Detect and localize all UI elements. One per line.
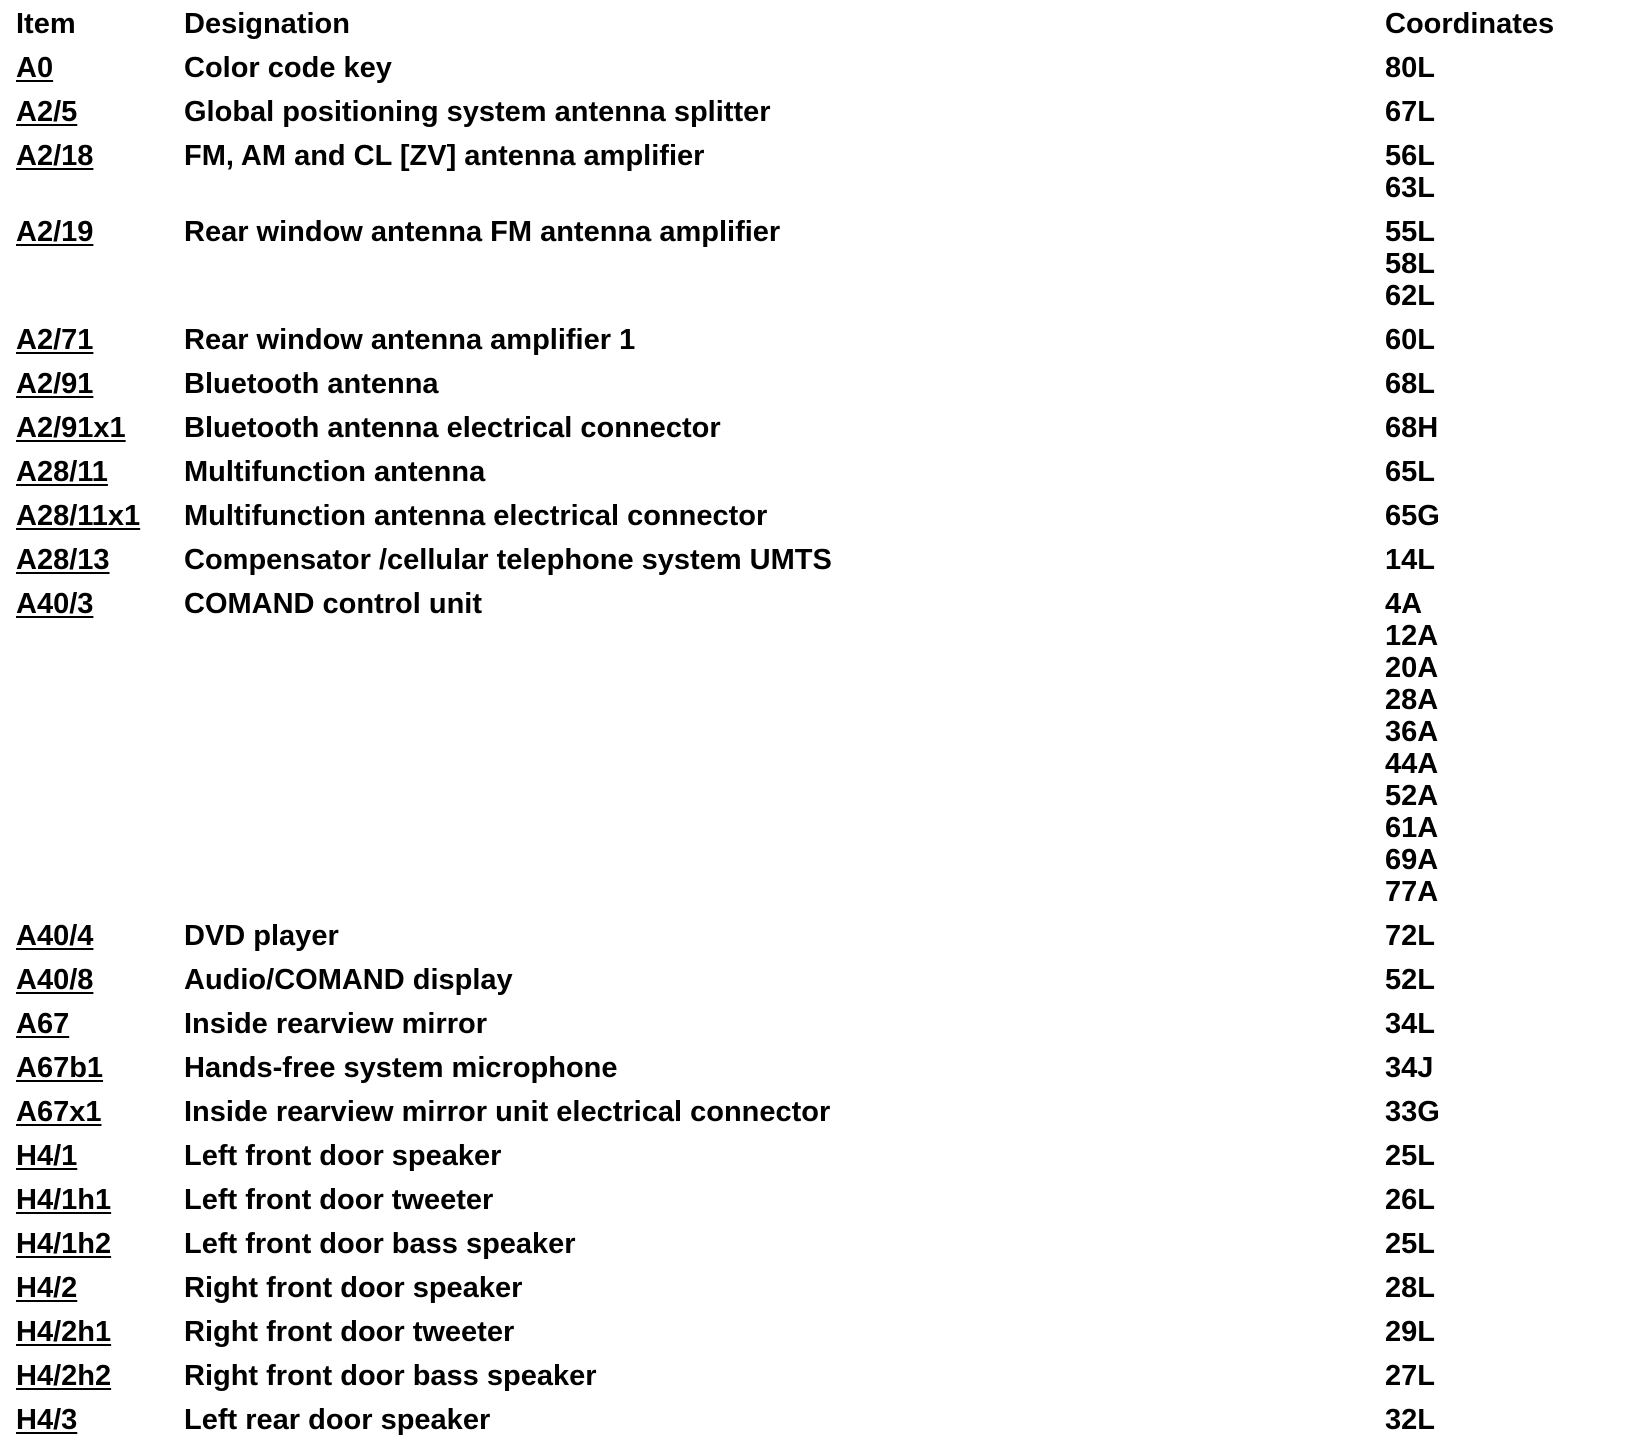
coordinate-value: 65G bbox=[1385, 500, 1440, 532]
coordinate-value: 28L bbox=[1385, 1272, 1435, 1304]
table-row bbox=[0, 412, 1632, 444]
coordinates-cell bbox=[1385, 52, 1632, 84]
coordinates-cell bbox=[1385, 544, 1632, 576]
coordinate-value: 52L bbox=[1385, 964, 1435, 996]
table-row bbox=[0, 52, 1632, 84]
table-row bbox=[0, 1228, 1632, 1260]
coordinate-value: 65L bbox=[1385, 456, 1435, 488]
item-cell bbox=[0, 1184, 184, 1216]
coordinates-cell bbox=[1385, 1316, 1632, 1348]
item-link[interactable]: A2/19 bbox=[16, 216, 94, 248]
item-link[interactable]: A2/5 bbox=[16, 96, 78, 128]
coordinates-cell bbox=[1385, 1272, 1632, 1304]
item-cell bbox=[0, 1140, 184, 1172]
table-row bbox=[0, 1052, 1632, 1084]
item-link[interactable]: A28/13 bbox=[16, 544, 110, 576]
item-cell bbox=[0, 412, 184, 444]
coordinates-cell bbox=[1385, 216, 1632, 312]
designation-cell: Left front door tweeter bbox=[184, 1184, 494, 1216]
coordinate-value: 77A bbox=[1385, 876, 1439, 908]
coordinate-value: 72L bbox=[1385, 920, 1435, 952]
designation-cell: Hands-free system microphone bbox=[184, 1052, 618, 1084]
item-cell bbox=[0, 1404, 184, 1436]
item-link[interactable]: A28/11x1 bbox=[16, 500, 141, 532]
table-row bbox=[0, 1184, 1632, 1216]
item-cell bbox=[0, 52, 184, 84]
coordinates-cell bbox=[1385, 1184, 1632, 1216]
item-link[interactable]: H4/1h2 bbox=[16, 1228, 112, 1260]
coordinates-cell bbox=[1385, 1140, 1632, 1172]
coordinate-value: 14L bbox=[1385, 544, 1435, 576]
coordinate-value: 60L bbox=[1385, 324, 1435, 356]
coordinates-cell bbox=[1385, 1052, 1632, 1084]
designation-cell: DVD player bbox=[184, 920, 339, 952]
item-link[interactable]: H4/2h1 bbox=[16, 1316, 112, 1348]
coordinate-value: 56L bbox=[1385, 140, 1435, 172]
item-cell bbox=[0, 1228, 184, 1260]
designation-cell: Left front door speaker bbox=[184, 1140, 502, 1172]
item-cell bbox=[0, 920, 184, 952]
designation-cell: Left front door bass speaker bbox=[184, 1228, 576, 1260]
designation-cell: Right front door bass speaker bbox=[184, 1360, 597, 1392]
coordinates-cell bbox=[1385, 1228, 1632, 1260]
designation-cell: Inside rearview mirror unit electrical connector bbox=[184, 1096, 831, 1128]
coordinates-cell bbox=[1385, 412, 1632, 444]
item-cell bbox=[0, 500, 184, 532]
item-cell bbox=[0, 964, 184, 996]
designation-cell: Color code key bbox=[184, 52, 392, 84]
coordinate-value: 32L bbox=[1385, 1404, 1435, 1436]
coordinate-value: 62L bbox=[1385, 280, 1435, 312]
item-link[interactable]: A2/18 bbox=[16, 140, 94, 172]
item-cell bbox=[0, 216, 184, 248]
table-body bbox=[0, 52, 1632, 1436]
designation-cell: Multifunction antenna bbox=[184, 456, 486, 488]
coordinate-value: 61A bbox=[1385, 812, 1439, 844]
coordinate-value: 28A bbox=[1385, 684, 1439, 716]
coordinate-value: 34J bbox=[1385, 1052, 1434, 1084]
coordinate-value: 36A bbox=[1385, 716, 1439, 748]
coordinate-value: 25L bbox=[1385, 1140, 1435, 1172]
coordinate-value: 44A bbox=[1385, 748, 1439, 780]
item-cell bbox=[0, 1272, 184, 1304]
coordinate-value: 27L bbox=[1385, 1360, 1435, 1392]
coordinates-cell bbox=[1385, 1096, 1632, 1128]
coordinate-value: 69A bbox=[1385, 844, 1439, 876]
item-cell bbox=[0, 544, 184, 576]
coordinates-cell bbox=[1385, 456, 1632, 488]
item-cell bbox=[0, 1096, 184, 1128]
coordinate-value: 20A bbox=[1385, 652, 1439, 684]
designation-cell: Rear window antenna FM antenna amplifier bbox=[184, 216, 781, 248]
item-cell bbox=[0, 1316, 184, 1348]
coordinates-cell bbox=[1385, 1404, 1632, 1436]
item-link[interactable]: H4/1 bbox=[16, 1140, 78, 1172]
item-link[interactable]: H4/3 bbox=[16, 1404, 78, 1436]
coordinate-value: 12A bbox=[1385, 620, 1439, 652]
item-cell bbox=[0, 1052, 184, 1084]
item-link[interactable]: A40/4 bbox=[16, 920, 94, 952]
coordinate-value: 52A bbox=[1385, 780, 1439, 812]
item-cell bbox=[0, 368, 184, 400]
item-link[interactable]: A2/71 bbox=[16, 324, 94, 356]
designation-cell: COMAND control unit bbox=[184, 588, 483, 620]
coordinates-cell bbox=[1385, 96, 1632, 128]
designation-cell: Bluetooth antenna bbox=[184, 368, 439, 400]
table-row bbox=[0, 1096, 1632, 1128]
item-cell bbox=[0, 1008, 184, 1040]
coordinate-value: 29L bbox=[1385, 1316, 1435, 1348]
header-coordinates: Coordinates bbox=[1385, 8, 1555, 40]
table-row bbox=[0, 500, 1632, 532]
item-cell bbox=[0, 324, 184, 356]
item-link[interactable]: A67b1 bbox=[16, 1052, 104, 1084]
item-link[interactable]: H4/2h2 bbox=[16, 1360, 112, 1392]
coordinate-value: 26L bbox=[1385, 1184, 1435, 1216]
item-link[interactable]: A2/91x1 bbox=[16, 412, 126, 444]
coordinate-value: 33G bbox=[1385, 1096, 1440, 1128]
table-header-row bbox=[0, 8, 1632, 40]
coordinates-cell bbox=[1385, 1360, 1632, 1392]
table-row bbox=[0, 544, 1632, 576]
coordinate-value: 68L bbox=[1385, 368, 1435, 400]
item-link[interactable]: A67 bbox=[16, 1008, 70, 1040]
coordinate-value: 68H bbox=[1385, 412, 1439, 444]
table-row bbox=[0, 1008, 1632, 1040]
coordinate-value: 67L bbox=[1385, 96, 1435, 128]
designation-cell: Rear window antenna amplifier 1 bbox=[184, 324, 636, 356]
designation-cell: Left rear door speaker bbox=[184, 1404, 491, 1436]
designation-cell: Global positioning system antenna splitter bbox=[184, 96, 771, 128]
header-item: Item bbox=[16, 8, 76, 40]
table-row bbox=[0, 216, 1632, 312]
designation-cell: Right front door speaker bbox=[184, 1272, 523, 1304]
table-row bbox=[0, 1140, 1632, 1172]
table-row bbox=[0, 368, 1632, 400]
coordinate-value: 25L bbox=[1385, 1228, 1435, 1260]
coordinates-cell bbox=[1385, 500, 1632, 532]
table-row bbox=[0, 1316, 1632, 1348]
table-row bbox=[0, 456, 1632, 488]
item-cell bbox=[0, 1360, 184, 1392]
designation-cell: Inside rearview mirror bbox=[184, 1008, 488, 1040]
designation-cell: Right front door tweeter bbox=[184, 1316, 515, 1348]
coordinates-cell bbox=[1385, 324, 1632, 356]
coordinate-value: 4A bbox=[1385, 588, 1423, 620]
table-row bbox=[0, 920, 1632, 952]
coordinates-cell bbox=[1385, 1008, 1632, 1040]
table-row bbox=[0, 324, 1632, 356]
item-cell bbox=[0, 140, 184, 172]
coordinates-cell bbox=[1385, 140, 1632, 204]
table-row bbox=[0, 1360, 1632, 1392]
item-link[interactable]: A2/91 bbox=[16, 368, 94, 400]
coordinate-value: 34L bbox=[1385, 1008, 1435, 1040]
item-cell bbox=[0, 588, 184, 620]
designation-cell: FM, AM and CL [ZV] antenna amplifier bbox=[184, 140, 705, 172]
table-row bbox=[0, 140, 1632, 204]
item-cell bbox=[0, 456, 184, 488]
item-link[interactable]: A40/8 bbox=[16, 964, 94, 996]
item-link[interactable]: A0 bbox=[16, 52, 54, 84]
table-row bbox=[0, 1272, 1632, 1304]
item-link[interactable]: H4/2 bbox=[16, 1272, 78, 1304]
table-row bbox=[0, 1404, 1632, 1436]
header-designation: Designation bbox=[184, 8, 350, 40]
coordinate-value: 80L bbox=[1385, 52, 1435, 84]
coordinate-value: 55L bbox=[1385, 216, 1435, 248]
table-row bbox=[0, 96, 1632, 128]
coordinates-cell bbox=[1385, 368, 1632, 400]
designation-cell: Multifunction antenna electrical connector bbox=[184, 500, 768, 532]
coordinates-cell bbox=[1385, 588, 1632, 908]
designation-cell: Audio/COMAND display bbox=[184, 964, 513, 996]
table-row bbox=[0, 964, 1632, 996]
item-link[interactable]: H4/1h1 bbox=[16, 1184, 112, 1216]
item-cell bbox=[0, 96, 184, 128]
item-link[interactable]: A28/11 bbox=[16, 456, 108, 488]
table-row bbox=[0, 588, 1632, 908]
coordinates-cell bbox=[1385, 964, 1632, 996]
designation-cell: Compensator /cellular telephone system UMTS bbox=[184, 544, 832, 576]
coordinates-cell bbox=[1385, 920, 1632, 952]
designation-cell: Bluetooth antenna electrical connector bbox=[184, 412, 721, 444]
item-link[interactable]: A40/3 bbox=[16, 588, 94, 620]
coordinate-value: 58L bbox=[1385, 248, 1435, 280]
item-link[interactable]: A67x1 bbox=[16, 1096, 102, 1128]
coordinate-value: 63L bbox=[1385, 172, 1435, 204]
